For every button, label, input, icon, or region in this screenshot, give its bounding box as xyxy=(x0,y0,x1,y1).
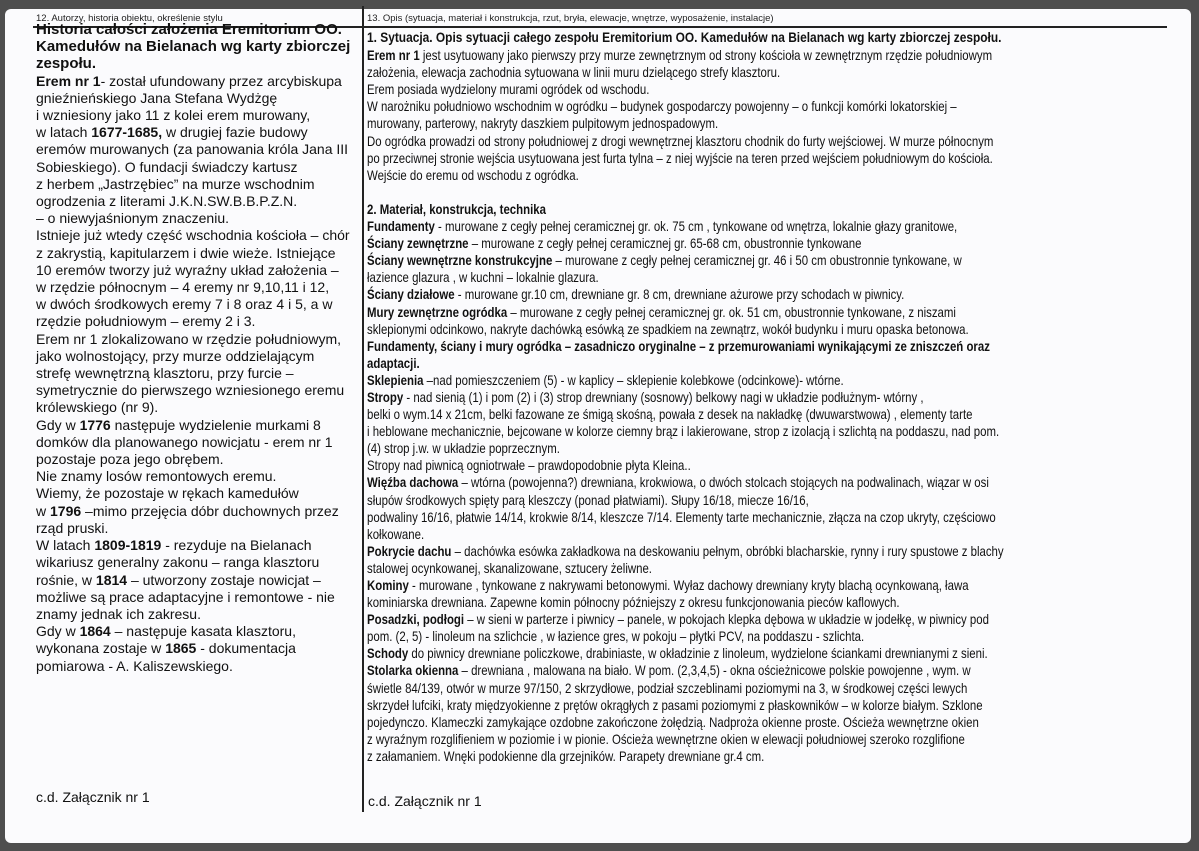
text-segment: – następuje kasata klasztoru, xyxy=(110,623,296,640)
text-segment: –nad pomieszczeniem (5) - w kaplicy – sklepienie kolebkowe (odcinkowe)- wtórne. xyxy=(423,372,844,388)
text-line xyxy=(367,64,1165,81)
text-line xyxy=(36,210,366,227)
text-segment: po przeciwnej stronie wejścia usytuowana jest furta tylna – z niej wyjście na teren przed wejściem południowym do kościoła. xyxy=(367,150,993,166)
text-segment: Erem posiada wydzielony murami ogródek od wschodu. xyxy=(367,82,650,98)
text-segment: pozostaje poza jego obrębem. xyxy=(36,451,224,468)
text-segment: Wiemy, że pozostaje w rękach kamedułów xyxy=(36,485,299,502)
text-segment: znamy jednak ich zakresu. xyxy=(36,605,201,622)
text-line xyxy=(367,81,1165,98)
text-segment: skrzydeł lufciki, kraty międzyokienne z prętów okrągłych z pasami poziomymi z płaskowników – w kolorze białym. Szklone xyxy=(367,697,983,713)
text-line xyxy=(367,252,1165,269)
bold-text: adaptacji. xyxy=(367,355,420,371)
text-line xyxy=(367,594,1165,611)
text-segment: (4) strop j.w. w układzie poprzecznym. xyxy=(367,441,560,457)
bold-text: Posadzki, podłogi xyxy=(367,612,465,628)
text-line xyxy=(367,338,1165,355)
text-segment: – murowane z cegły pełnej ceramicznej gr. ok. 51 cm, obustronnie tynkowane, z niszami xyxy=(507,304,956,320)
title-line: Kamedułów na Bielanach wg karty zbiorczej xyxy=(36,38,351,56)
text-segment: z zakrystią, kapitularzem i dwie wieże. Istniejące xyxy=(36,244,336,261)
text-segment: królewskiego (nr 9). xyxy=(36,399,159,416)
bold-text: 1776 xyxy=(79,416,111,433)
text-line xyxy=(367,543,1165,560)
text-line xyxy=(36,124,366,141)
history-title xyxy=(36,21,366,73)
text-segment: ogrodzenia z literami J.K.N.SW.B.B.P.Z.N. xyxy=(36,193,298,210)
section-13-header: 13. Opis (sytuacja, materiał i konstrukcja, rzut, bryła, elewacje, wnętrze, wyposażenie, instalacje) xyxy=(367,13,774,24)
text-segment: rząd pruski. xyxy=(36,519,109,536)
text-line xyxy=(367,697,1165,714)
text-segment: Erem nr 1 zlokalizowano w rzędzie południowym, xyxy=(36,330,342,347)
text-segment: - został ufundowany przez arcybiskupa xyxy=(100,72,342,89)
text-line xyxy=(36,417,366,434)
text-line xyxy=(367,98,1165,115)
text-line xyxy=(367,628,1165,645)
bold-text: Mury zewnętrzne ogródka xyxy=(367,304,508,320)
text-line xyxy=(36,365,366,382)
text-segment: rośnie, w xyxy=(36,571,96,588)
right-footer-note: c.d. Załącznik nr 1 xyxy=(368,793,482,809)
text-line xyxy=(367,457,1165,474)
bold-text: 1. Sytuacja. Opis sytuacji całego zespołu Eremitorium OO. Kamedułów na Bielanach wg karty zbiorczej zespołu. xyxy=(367,30,1002,46)
text-line xyxy=(367,47,1165,64)
text-line xyxy=(36,193,366,210)
text-segment: strefę wewnętrzną klasztoru, przy furcie – xyxy=(36,365,294,382)
bold-text: 2. Materiał, konstrukcja, technika xyxy=(367,201,546,217)
text-line xyxy=(367,423,1165,440)
description-body xyxy=(367,30,1165,765)
text-segment: z wyraźnym rozglifieniem w poziomie i w pionie. Ościeża wewnętrzne okien w elewacji południowej szeroko rozglifione xyxy=(367,731,965,747)
text-segment: Sobieskiego). O fundacji świadczy kartusz xyxy=(36,158,298,175)
text-segment: pojedynczo. Klameczki zamykające ozdobne zakończone żołędzią. Nadproża okienne proste. Ościeża wewnętrzne okien xyxy=(367,714,979,730)
text-segment: - murowane z cegły pełnej ceramicznej gr. ok. 75 cm , tynkowane od wnętrza, lokalnie głazy granitowe, xyxy=(434,219,958,235)
document-page xyxy=(5,9,1191,843)
text-line xyxy=(36,572,366,589)
text-segment: domków dla planowanego nowicjatu - erem nr 1 xyxy=(36,433,333,450)
text-segment: – murowane z cegły pełnej ceramicznej gr. 46 i 50 cm obustronnie tynkowane, w xyxy=(552,253,962,269)
text-segment: stalowej ocynkowanej, skanalizowane, sztucery żeliwne. xyxy=(367,560,652,576)
text-line xyxy=(367,235,1165,252)
bold-text: Schody xyxy=(367,646,409,662)
text-segment: Nie znamy losów remontowych eremu. xyxy=(36,468,277,485)
text-line xyxy=(36,90,366,107)
text-segment: Stropy nad piwnicą ogniotrwałe – prawdopodobnie płyta Kleina.. xyxy=(367,458,691,474)
text-line xyxy=(367,492,1165,509)
text-segment: – drewniana , malowana na biało. W pom. (2,3,4,5) - okna ościeżnicowe polskie powojenne , wym. w xyxy=(458,663,971,679)
section-12-header: 12. Autorzy, historia obiektu, określenie stylu xyxy=(36,13,223,24)
text-line xyxy=(367,611,1165,628)
text-line xyxy=(367,440,1165,457)
text-segment: i wzniesiony jako 11 z kolei erem murowany, xyxy=(36,107,311,124)
bold-text: Pokrycie dachu xyxy=(367,543,452,559)
text-segment: Gdy w xyxy=(36,623,80,640)
text-line xyxy=(367,372,1165,389)
bold-text: 1865 xyxy=(165,640,197,657)
bold-text: Sklepienia xyxy=(367,372,424,388)
history-body xyxy=(36,73,366,675)
left-footer-note: c.d. Załącznik nr 1 xyxy=(36,789,150,805)
text-line xyxy=(36,176,366,193)
text-line xyxy=(36,331,366,348)
text-line xyxy=(367,748,1165,765)
text-segment: - rezyduje na Bielanach xyxy=(161,537,312,554)
text-segment: murowany, parterowy, nakryty daszkiem pulpitowym jednospadowym. xyxy=(367,116,719,132)
text-line xyxy=(36,141,366,158)
text-segment: – w sieni w parterze i piwnicy – panele, w pokojach klepka dębowa w układzie w jodełkę, w piwnicy pod xyxy=(464,612,989,628)
text-segment: Istnieje już wtedy część wschodnia kościoła – chór xyxy=(36,227,350,244)
text-line xyxy=(36,537,366,554)
text-segment: jako wolnostojący, przy murze oddzielającym xyxy=(36,347,315,364)
text-segment: –mimo przejęcia dóbr duchownych przez xyxy=(81,502,339,519)
text-line xyxy=(367,286,1165,303)
bold-text: Fundamenty xyxy=(367,219,435,235)
text-segment: założenia, elewacja zachodnia sytuowana w linii muru dzielącego strefy klasztoru. xyxy=(367,65,781,81)
text-segment: w dwóch środkowych eremy 7 i 8 oraz 4 i 5, a w xyxy=(36,296,333,313)
text-line xyxy=(36,554,366,571)
bold-text: Fundamenty, ściany i mury ogródka – zasadniczo oryginalne – z przemurowaniami wynikającymi ze zniszczeń oraz xyxy=(367,338,990,354)
text-segment: W narożniku południowo wschodnim w ogródku – budynek gospodarczy powojenny – o funkcji komórki lokatorskiej – xyxy=(367,99,957,115)
text-line xyxy=(367,389,1165,406)
bold-text: Ściany wewnętrzne konstrukcyjne xyxy=(367,253,553,269)
text-segment: w xyxy=(36,502,50,519)
text-segment: – wtórna (powojenna?) drewniana, krokwiowa, o dwóch stolcach stojących na podwalinach, wiązar w osi xyxy=(458,475,989,491)
bold-text: Stolarka okienna xyxy=(367,663,459,679)
text-line xyxy=(36,296,366,313)
text-line xyxy=(367,150,1165,167)
text-line xyxy=(36,640,366,657)
text-line xyxy=(367,218,1165,235)
text-line xyxy=(367,560,1165,577)
text-line xyxy=(367,680,1165,697)
bold-text: 1677-1685, xyxy=(91,124,163,141)
text-line xyxy=(36,73,366,90)
text-line xyxy=(367,714,1165,731)
text-segment: w drugiej fazie budowy xyxy=(162,124,308,141)
bold-text: Więźba dachowa xyxy=(367,475,459,491)
text-segment: eremów murowanych (za panowania króla Jana III xyxy=(36,141,349,158)
text-line xyxy=(367,526,1165,543)
text-line xyxy=(36,382,366,399)
text-segment: następuje wydzielenie murkami 8 xyxy=(110,416,321,433)
text-line xyxy=(367,133,1165,150)
text-line xyxy=(36,589,366,606)
text-segment: rzędzie południowym – eremy 2 i 3. xyxy=(36,313,256,330)
text-segment: – dachówka esówka zakładkowa na deskowaniu pełnym, obróbki blacharskie, rynny i rury spustowe z blachy xyxy=(451,543,1004,559)
text-line xyxy=(367,201,1165,218)
text-segment: wikariusz generalny zakonu – ranga klasztoru xyxy=(36,554,320,571)
text-segment: - murowane , tynkowane z nakrywami betonowymi. Wyłaz dachowy drewniany kryty blachą ocynkowaną, ława xyxy=(408,578,969,593)
text-line xyxy=(367,269,1165,286)
text-line xyxy=(367,662,1165,679)
text-segment: sklepionymi odcinkowo, nakryte dachówką esówką ze spadkiem na zewnątrz, wokół budynku i muru opaska betonowa. xyxy=(367,321,969,337)
text-segment: i heblowane mechanicznie, bejcowane w kolorze ciemny brąz i lakierowane, strop z izolacją i szlichtą na poddaszu, nad pom. xyxy=(367,424,1000,440)
text-segment: - dokumentacja xyxy=(196,640,296,657)
bold-text: Kominy xyxy=(367,578,409,593)
text-segment: do piwnicy drewniane policzkowe, drabiniaste, w okładzinie z linoleum, wydzielone ściankami drewnianymi z sieni. xyxy=(408,646,988,662)
text-segment: pom. (2, 5) - linoleum na szlichcie , w łazience gres, w pokoju – płytki PCV, na poddaszu - szlichta. xyxy=(367,629,865,645)
text-line xyxy=(36,279,366,296)
text-line xyxy=(367,577,1165,594)
history-column xyxy=(36,21,366,675)
text-line xyxy=(367,731,1165,748)
text-segment: z herbem „Jastrzębiec” na murze wschodnim xyxy=(36,175,315,192)
text-segment: symetrycznie do pierwszego wzniesionego eremu xyxy=(36,382,345,399)
text-line xyxy=(36,313,366,330)
text-line xyxy=(36,451,366,468)
text-line xyxy=(367,304,1165,321)
text-line xyxy=(36,399,366,416)
text-line xyxy=(367,355,1165,372)
text-segment: - nad sienią (1) i pom (2) i (3) strop drewniany (sosnowy) belkowy nagi w układzie podłużnym- wtórny , xyxy=(403,389,924,405)
text-segment: jest usytuowany jako pierwszy przy murze zewnętrznym od strony kościoła w zewnętrznym rzędzie południowym xyxy=(419,48,993,64)
text-segment: Wejście do eremu od wschodu z ogródka. xyxy=(367,167,579,183)
text-line xyxy=(36,262,366,279)
text-line xyxy=(36,348,366,365)
text-segment: podwaliny 16/16, płatwie 14/14, krokwie 8/14, kleszcze 7/14. Elementy tarte mechanicznie, złącza na czop ukryty, częściowo xyxy=(367,509,996,525)
text-segment: świetle 84/139, otwór w murze 97/150, 2 skrzydłowe, podział szczeblinami poziomymi na 3, w środkowej części lewych xyxy=(367,680,968,696)
text-segment: w latach xyxy=(36,124,92,141)
text-line xyxy=(36,503,366,520)
text-segment: – o niewyjaśnionym znaczeniu. xyxy=(36,210,229,227)
bold-text: Erem nr 1 xyxy=(36,72,101,89)
bold-text: Ściany działowe xyxy=(367,287,455,303)
text-line xyxy=(36,227,366,244)
bold-text: Stropy xyxy=(367,389,404,405)
text-segment: W latach xyxy=(36,537,95,554)
text-segment: 10 eremów tworzy już wyraźny układ założenia – xyxy=(36,261,339,278)
text-line xyxy=(367,30,1165,47)
text-segment: z załamaniem. Wnęki podokienne dla grzejników. Parapety drewniane gr.4 cm. xyxy=(367,748,765,764)
text-segment: kominiarska drewniana. Zapewne komin północny późniejszy z okresu funkcjonowania pieców kaflowych. xyxy=(367,595,900,611)
text-line xyxy=(36,107,366,124)
text-segment: w rzędzie północnym – 4 eremy nr 9,10,11 i 12, xyxy=(36,279,330,296)
text-segment: możliwe są prace adaptacyjne i remontowe - nie xyxy=(36,588,335,605)
text-segment: kołkowane. xyxy=(367,526,425,542)
text-segment: - murowane gr.10 cm, drewniane gr. 8 cm, drewniane ażurowe przy schodach w piwnicy. xyxy=(454,287,905,303)
text-line xyxy=(36,468,366,485)
text-line xyxy=(36,434,366,451)
bold-text: Erem nr 1 xyxy=(367,48,420,64)
text-segment: wykonana zostaje w xyxy=(36,640,166,657)
title-line: Historia całości założenia Eremitorium OO. xyxy=(36,21,342,38)
text-segment: – utworzony zostaje nowicjat – xyxy=(127,571,321,588)
text-line xyxy=(36,520,366,537)
text-line xyxy=(367,167,1165,184)
text-line xyxy=(36,658,366,675)
text-line xyxy=(367,509,1165,526)
text-line xyxy=(36,485,366,502)
text-segment: Gdy w xyxy=(36,416,80,433)
text-line xyxy=(36,606,366,623)
text-line xyxy=(36,623,366,640)
bold-text: 1796 xyxy=(50,502,82,519)
text-line xyxy=(367,474,1165,491)
description-column xyxy=(367,30,1165,765)
text-line xyxy=(367,115,1165,132)
text-line xyxy=(36,159,366,176)
text-line xyxy=(367,321,1165,338)
bold-text: 1864 xyxy=(79,623,111,640)
bold-text: Ściany zewnętrzne xyxy=(367,236,469,252)
text-segment: słupów środkowych spięty parą kleszczy (ponad płatwiami). Słupy 16/18, miecze 16/16, xyxy=(367,492,809,508)
text-segment: Do ogródka prowadzi od strony południowej z drogi wewnętrznej klasztoru chodnik do furty wejściowej. W murze północnym xyxy=(367,133,994,149)
text-segment: gnieźnieńskiego Jana Stefana Wydżgę xyxy=(36,89,278,106)
text-segment: – murowane z cegły pełnej ceramicznej gr. 65-68 cm, obustronnie tynkowane xyxy=(468,236,862,252)
text-segment: łazience glazura , w kuchni – lokalnie glazura. xyxy=(367,270,599,286)
text-segment: belki o wym.14 x 21cm, belki fazowane ze śmigą skośną, powała z desek na nakładkę (dwuwarstwowa) , elementy tarte xyxy=(367,407,973,423)
text-line xyxy=(367,184,1165,201)
title-line: zespołu. xyxy=(36,55,97,73)
text-line xyxy=(367,645,1165,662)
bold-text: 1809-1819 xyxy=(94,537,162,554)
text-line xyxy=(36,245,366,262)
bold-text: 1814 xyxy=(95,571,128,588)
text-line xyxy=(367,406,1165,423)
text-segment: pomiarowa - A. Kaliszewskiego. xyxy=(36,657,233,674)
